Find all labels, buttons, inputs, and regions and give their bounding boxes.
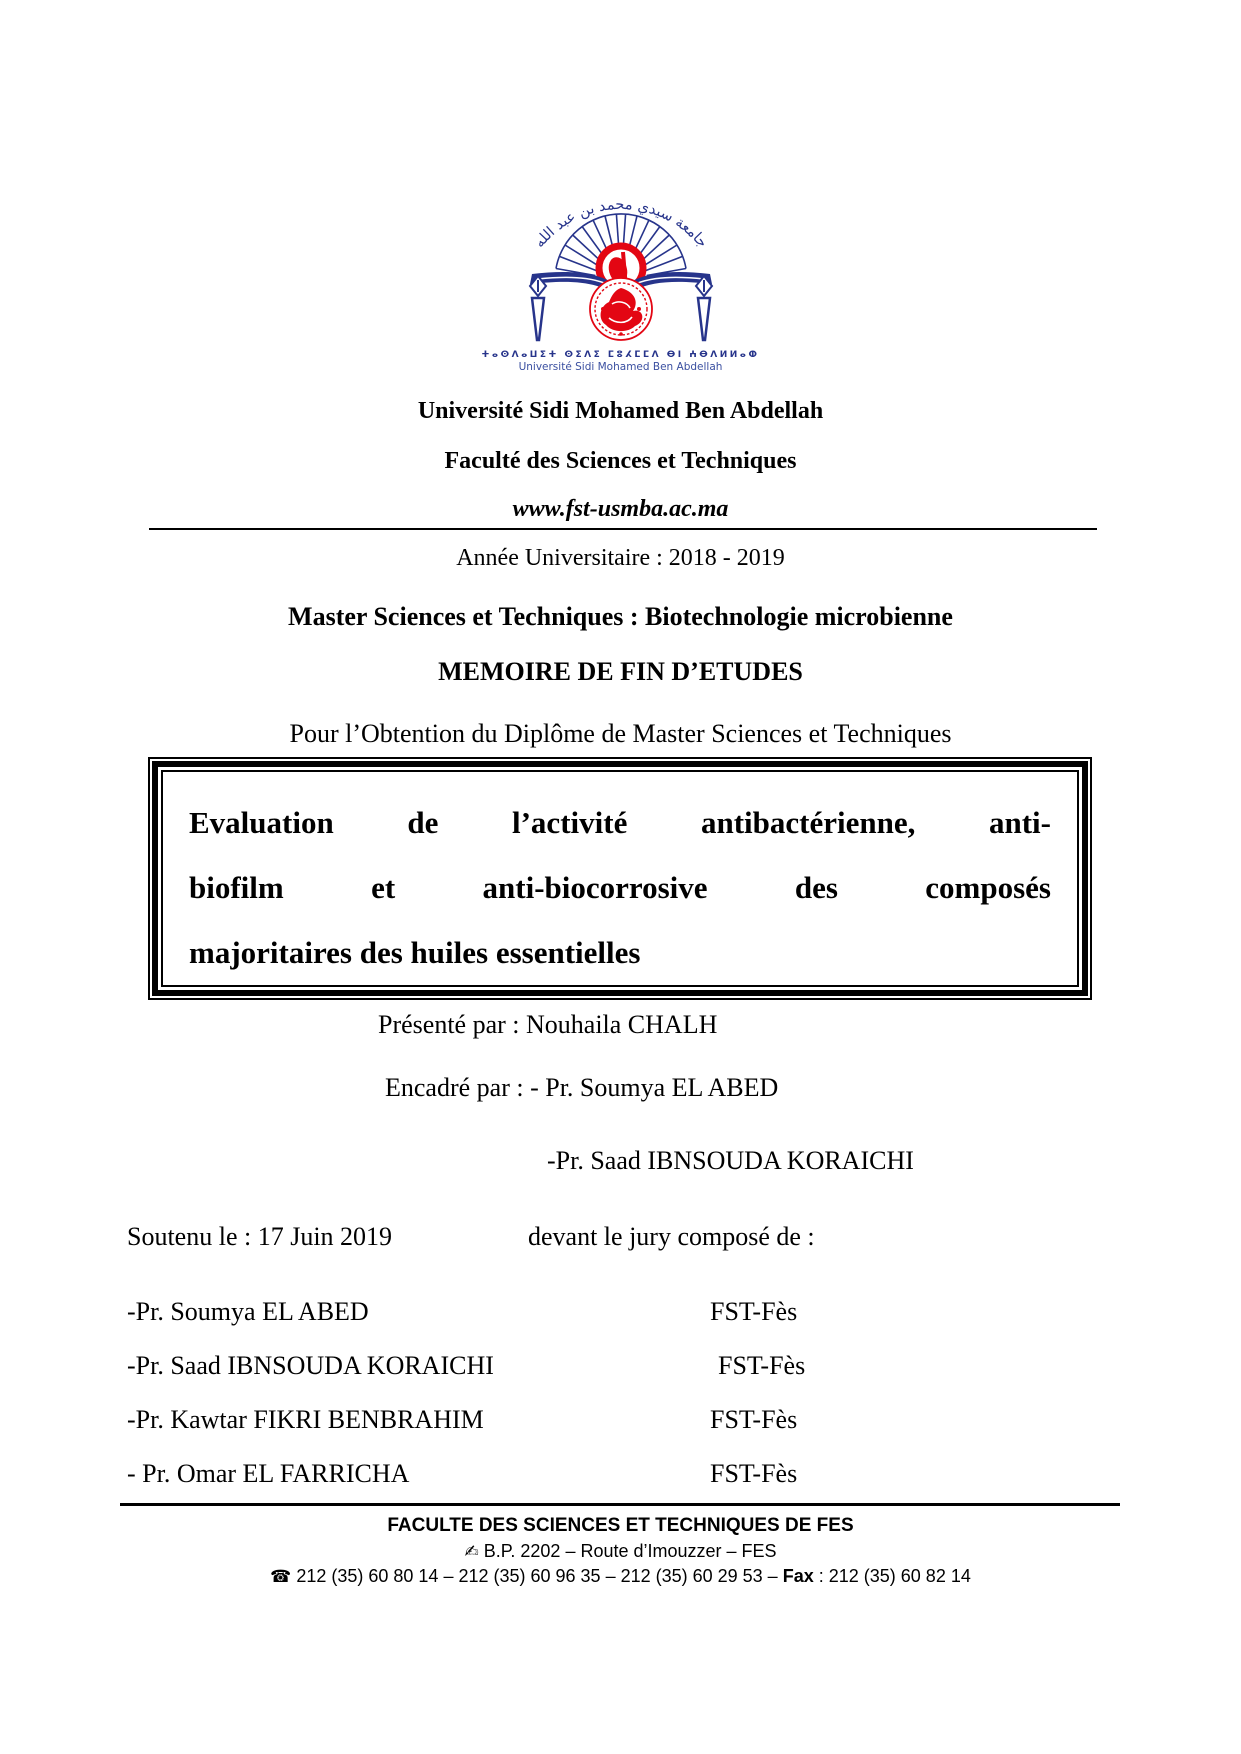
jury-member-affiliation: FST-Fès (710, 1459, 798, 1488)
footer-address-text: B.P. 2202 – Route d’Imouzzer – FES (483, 1541, 777, 1561)
jury-member-affiliation: FST-Fès (710, 1297, 798, 1326)
thesis-title-line-3: majoritaires des huiles essentielles (189, 935, 641, 970)
website-url: www.fst-usmba.ac.ma (512, 496, 729, 522)
university-seal (590, 278, 652, 340)
footer-phones-text: 212 (35) 60 80 14 – 212 (35) 60 96 35 – 212 (35) 60 29 53 – (296, 1566, 783, 1586)
footer-faculty-name: FACULTE DES SCIENCES ET TECHNIQUES DE FES (387, 1515, 854, 1536)
footer-fax-value: : 212 (35) 60 82 14 (813, 1566, 971, 1586)
university-name: Université Sidi Mohamed Ben Abdellah (417, 398, 824, 424)
jury-member-affiliation: FST-Fès (718, 1351, 806, 1380)
thesis-title-line-2: biofilm et anti-biocorrosive des composés (189, 870, 1051, 905)
jury-member-affiliation: FST-Fès (710, 1405, 798, 1434)
thesis-title-box-inner-border (161, 770, 1079, 987)
supervisor-2: -Pr. Saad IBNSOUDA KORAICHI (547, 1146, 914, 1175)
header-divider-rule (149, 528, 1097, 530)
arabic-arc-text: جامعة سيدي محمد بن عبد الله (531, 196, 710, 251)
university-logo (0, 176, 1241, 373)
jury-member-name: - Pr. Omar EL FARRICHA (127, 1459, 410, 1488)
jury-member-name: -Pr. Saad IBNSOUDA KORAICHI (127, 1351, 494, 1380)
jury-member-name: -Pr. Kawtar FIKRI BENBRAHIM (127, 1405, 484, 1434)
logo-tifinagh-text: ⵜⴰⵙⴷⴰⵡⵉⵜ ⵙⵉⴷⵉ ⵎⵓⵃⵎⵎⴷ ⴱⵏ ⵄⴱⴷⵍⵍⴰⵀ (481, 350, 760, 360)
thesis-title-box (148, 757, 1092, 1000)
footer-address-line (0, 1541, 1241, 1562)
faculty-name: Faculté des Sciences et Techniques (444, 448, 797, 474)
purpose-line: Pour l’Obtention du Diplôme de Master Sciences et Techniques (289, 719, 952, 748)
defense-date: Soutenu le : 17 Juin 2019 (127, 1222, 393, 1251)
footer-phone-line (0, 1566, 1241, 1587)
program-name: Master Sciences et Techniques : Biotechnologie microbienne (288, 602, 953, 631)
academic-year: Année Universitaire : 2018 - 2019 (456, 545, 785, 571)
document-type: MEMOIRE DE FIN D’ETUDES (438, 657, 803, 686)
presented-by: Présenté par : Nouhaila CHALH (378, 1010, 718, 1039)
footer-divider-rule (120, 1503, 1120, 1506)
thesis-title-line-1: Evaluation de l’activité antibactérienne, anti- (189, 805, 1051, 840)
phone-icon: ☎ (270, 1567, 292, 1587)
university-emblem-graphic (486, 176, 756, 344)
footer-fax-label: Fax (782, 1566, 814, 1586)
write-icon: ✍ (464, 1542, 479, 1562)
thesis-title-box-mid-border (152, 761, 1088, 996)
supervised-by: Encadré par : - Pr. Soumya EL ABED (385, 1073, 779, 1102)
logo-caption-text: Université Sidi Mohamed Ben Abdellah (518, 360, 723, 373)
jury-intro: devant le jury composé de : (528, 1222, 815, 1251)
jury-member-name: -Pr. Soumya EL ABED (127, 1297, 369, 1326)
